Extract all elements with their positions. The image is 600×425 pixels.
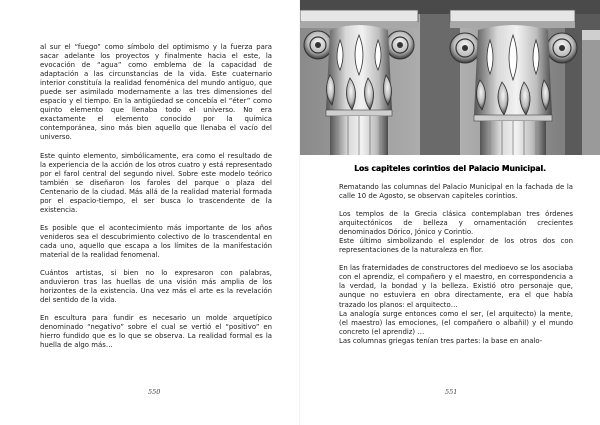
left-paragraph-1: al sur el “fuego” como símbolo del optimismo y la fuerza para sacar adelante los proyectos y finalmente hacia el este, la evocación de “agua” como emblema de la capacidad de adaptación a las circunstancias de la vida. Este cuaternario interior constituía la realidad fenoménica del mundo antiguo, que puede ser asimilado modernamente a las tres dimensiones del espacio y el tiempo. En la antigüedad se concebía el “éter” como quinto elemento que llenaba todo el universo. No era exactamente el elemento conocido por la química contemporánea, sino más bien aquello que llenaba el vacío del universo.: [40, 43, 272, 142]
right-paragraph-1: Rematando las columnas del Palacio Municipal en la fachada de la calle 10 de Agosto, se observan capiteles corintios.: [339, 183, 573, 201]
right-paragraph-2: Los templos de la Grecia clásica contemplaban tres órdenes arquitectónicos de belleza y ornamentación crecientes denominados Dórico, Jónico y Corintio. Este último simbolizando el esplendor de los otros dos con representaciones de la naturaleza en flor.: [339, 210, 573, 255]
left-paragraph-4: Cuántos artistas, si bien no lo expresaron con palabras, anduvieron tras las huellas de una visión más amplia de los horizontes de la existencia. Una vez más el arte es la revelación del sentido de la vida.: [40, 269, 272, 305]
left-page-body: [40, 43, 272, 359]
right-page-body: [339, 183, 573, 355]
left-paragraph-5: En escultura para fundir es necesario un molde arquetípico denominado “negativo” sobre el cual se vertió el “positivo” en hierro fundido que es lo que se observa. La realidad formal es la huella de algo más…: [40, 314, 272, 350]
left-page-number: 550: [148, 388, 161, 396]
capitals-photo: [300, 0, 600, 155]
right-page-number: 551: [445, 388, 458, 396]
capitals-illustration: [300, 0, 600, 155]
left-paragraph-2: Este quinto elemento, simbólicamente, era como el resultado de la experiencia de la acción de los otros cuatro y está representado por el farol central del segundo nivel. Sobre este modelo teórico también se diseñaron los faroles del parque o plaza del Centenario de la ciudad. Más allá de la realidad material formada por el espacio-tiempo, el ser busca lo trascendente de la existencia.: [40, 151, 272, 214]
left-paragraph-3: Es posible que el acontecimiento más importante de los años venideros sea el descubrimiento colectivo de lo trascendental en cada uno, aquello que escapa a los límites de la manifestación material de la realidad fenomenal.: [40, 223, 272, 259]
photo-caption: Los capiteles corintios del Palacio Municipal.: [354, 164, 546, 173]
right-paragraph-3: En las fraternidades de constructores del medioevo se los asociaba con el aprendiz, el compañero y el maestro, en correspondencia a la verdad, la bondad y la belleza. Existió otro personaje que, aunque no estuviera en obra directamente, era el que había trazado los planos: el arquitecto… La analogía surge entonces como el ser, (el arquitecto) la mente, (el maestro) las emociones, (el compañero o albañil) y el mundo concreto (el aprendiz) … Las columnas griegas tenían tres partes: la base en analo-: [339, 264, 574, 345]
